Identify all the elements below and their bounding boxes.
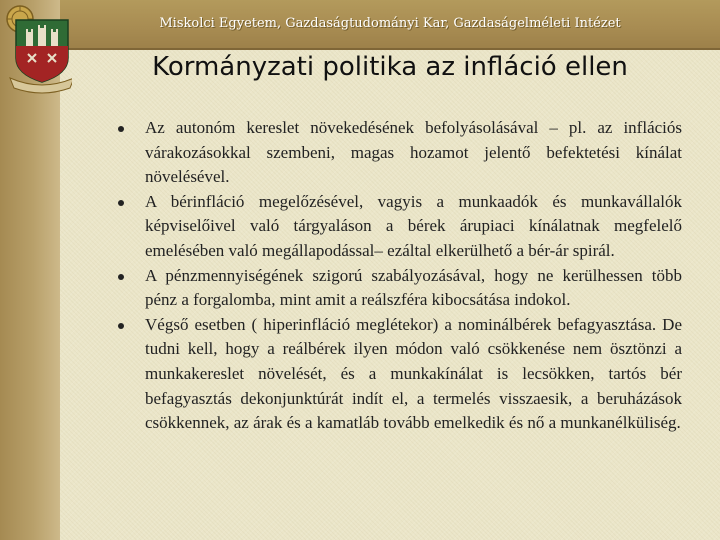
- slide-title: Kormányzati politika az infláció ellen: [152, 52, 628, 82]
- bullet-icon: [118, 274, 124, 280]
- bullet-text: A pénzmennyiségének szigorú szabályozásával, hogy ne kerülhessen több pénz a forgalomba, mint amit a reálszféra kibocsátása indokol.: [145, 265, 682, 310]
- bullet-icon: [118, 126, 124, 132]
- bullet-text: A bérinfláció megelőzésével, vagyis a munkaadók és munkavállalók képviselőivel való tárgyaláson a bérek árupiaci kínálatnak megfelelő emelésében való megállapodással– ezáltal elkerülhető a bér-ár spirál.: [145, 191, 682, 260]
- bullet-item: [118, 116, 682, 190]
- bullet-icon: [118, 323, 124, 329]
- bullet-icon: [118, 200, 124, 206]
- bullet-list: [118, 116, 682, 436]
- bullet-text: Az autonóm kereslet növekedésének befolyásolásával – pl. az inflációs várakozásokkal szembeni, magas hozamot jelentő befektetési kínálat növelésével.: [145, 118, 682, 187]
- slide-content: [118, 116, 682, 436]
- university-crest-logo: [2, 2, 72, 94]
- bullet-item: [118, 190, 682, 264]
- bullet-item: [118, 313, 682, 436]
- institution-name: Miskolci Egyetem, Gazdaságtudományi Kar, Gazdaságelméleti Intézet: [159, 16, 621, 31]
- bullet-text: Végső esetben ( hiperinfláció meglétekor) a nominálbérek befagyasztása. De tudni kell, hogy a reálbérek ilyen módon való csökkenése nem ösztönzi a munkakereslet növelését, és a munkakínálat is lecsökken, tartós bér befagyasztás dekonjunktúrát indít el, a termelés visszaesik, a beruházások csökkennek, az árak és a kamatláb tovább emelkedik és nő a munkanélküliség.: [145, 314, 682, 433]
- bullet-item: [118, 264, 682, 313]
